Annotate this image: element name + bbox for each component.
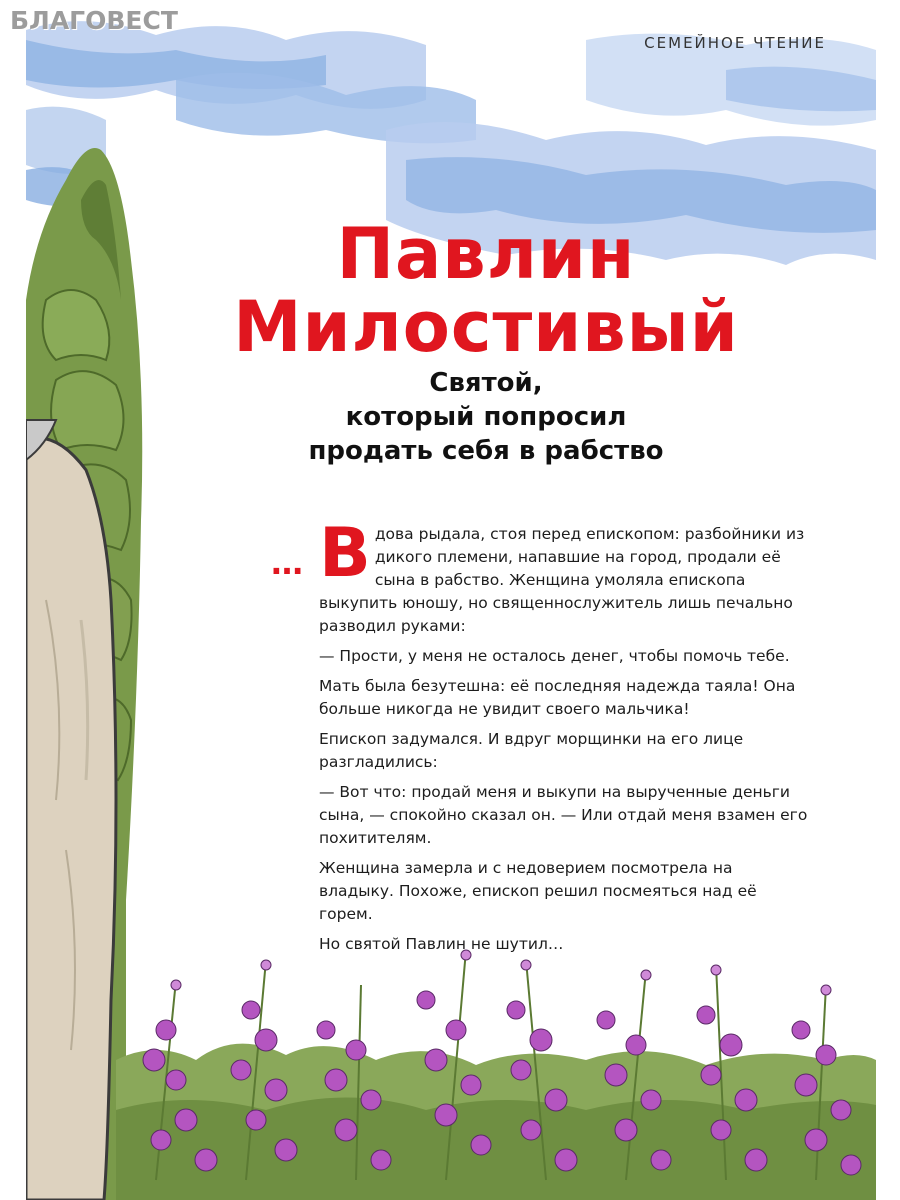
story-paragraph-5: — Вот что: продай меня и выкупи на вырученные деньги сына, — спокойно сказал он. — Или отдай меня взамен его похитителям.: [319, 783, 808, 847]
paragraph-1-text: дова рыдала, стоя перед епископом: разбойники из дикого племени, напавшие на город, продали её сына в рабство. Женщина умоляла епископа выкупить юношу, но священнослужитель лишь печально разводил руками:: [319, 525, 805, 635]
watermark-logo: БЛАГОВЕСТ: [10, 6, 178, 35]
subtitle-line-1: Святой,: [429, 368, 543, 398]
subtitle-line-2: который попросил: [345, 402, 627, 432]
page-title: [182, 213, 790, 368]
story-paragraph-4: Епископ задумался. И вдруг морщинки на его лице разгладились:: [319, 730, 744, 771]
drop-cap: В: [319, 514, 371, 593]
title-line-1: Павлин: [336, 213, 636, 295]
subtitle: [226, 366, 746, 468]
story-paragraph-6: Женщина замерла и с недоверием посмотрела на владыку. Похоже, епископ решил посмеяться над её горем.: [319, 859, 757, 923]
story-paragraph-3: Мать была безутешна: её последняя надежда таяла! Она больше никогда не увидит своего мальчика!: [319, 677, 796, 718]
lead-ellipsis: …: [271, 544, 303, 582]
stone-pillar: [26, 420, 116, 1200]
story-paragraph-7: Но святой Павлин не шутил…: [319, 935, 564, 953]
story-paragraph-1: [271, 514, 811, 638]
subtitle-line-3: продать себя в рабство: [308, 436, 664, 466]
story-text: [271, 514, 811, 963]
story-paragraph-2: — Прости, у меня не осталось денег, чтобы помочь тебе.: [319, 647, 790, 665]
magazine-page: [26, 0, 876, 1200]
title-line-2: Милостивый: [233, 286, 739, 368]
foreground-bushes: [116, 1044, 876, 1200]
section-label: СЕМЕЙНОЕ ЧТЕНИЕ: [644, 34, 826, 52]
